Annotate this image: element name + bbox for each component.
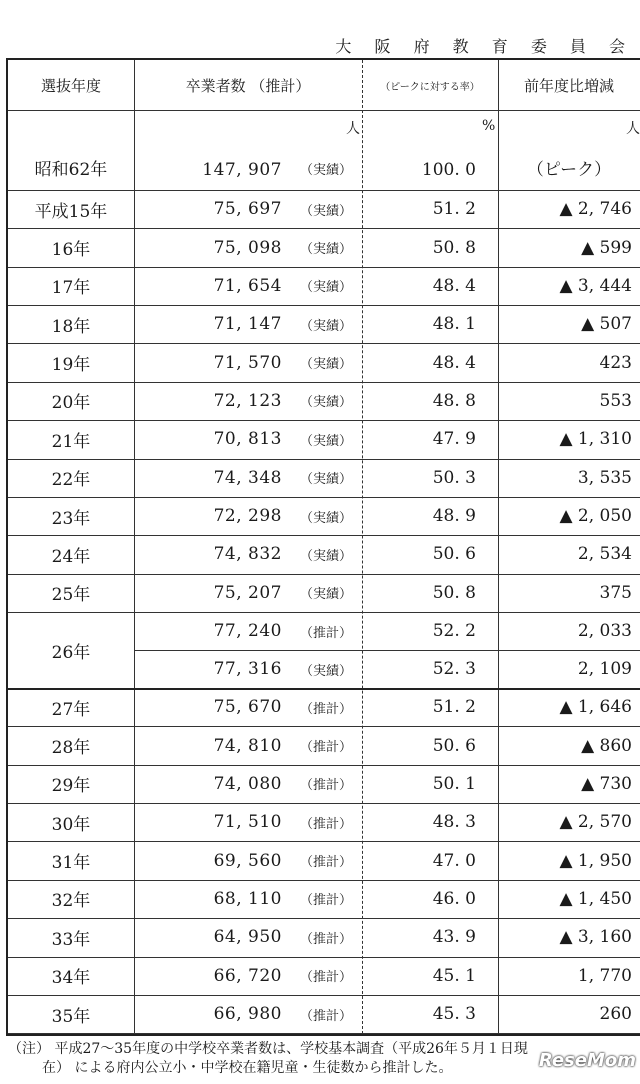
row-kind: （推計）	[299, 701, 352, 717]
row-graduates: 71, 510	[213, 812, 282, 833]
table-row	[8, 267, 640, 305]
row-kind: （推計）	[299, 816, 352, 832]
row-kind: （推計）	[299, 931, 352, 947]
organization-name: 大 阪 府 教 育 委 員 会	[335, 37, 634, 56]
row-graduates-cell	[134, 535, 362, 573]
graduates-table	[6, 58, 640, 1036]
row-rate: 48. 1	[432, 314, 476, 335]
row-graduates-cell	[134, 726, 362, 764]
row-graduates-cell	[134, 382, 362, 420]
row-diff: ▲ 1, 450	[559, 888, 632, 909]
row-kind: （実績）	[299, 510, 352, 526]
row-year: 31年	[51, 853, 91, 874]
row-rate: 43. 9	[432, 927, 476, 948]
row-26-estimate-diff: 2, 033	[577, 621, 632, 641]
row-rate: 50. 8	[432, 582, 476, 603]
row-rate: 48. 9	[432, 506, 476, 527]
row-diff: 3, 535	[577, 467, 632, 488]
peak-graduates-cell	[134, 110, 362, 190]
row-26-estimate	[8, 612, 640, 650]
row-graduates: 68, 110	[213, 888, 282, 909]
row-diff: 553	[599, 390, 632, 411]
table-row	[8, 726, 640, 764]
row-rate: 45. 1	[432, 965, 476, 986]
row-rate: 47. 0	[432, 850, 476, 871]
table-row	[8, 957, 640, 995]
row-graduates: 71, 654	[213, 275, 282, 296]
peak-kind: （実績）	[299, 163, 352, 178]
row-rate: 51. 2	[432, 697, 476, 718]
row-graduates-cell	[134, 305, 362, 343]
row-graduates: 69, 560	[213, 850, 282, 871]
table-row	[8, 880, 640, 918]
row-rate: 50. 8	[432, 237, 476, 258]
row-kind: （推計）	[299, 778, 352, 794]
row-26-actual	[8, 650, 640, 688]
row-diff: ▲ 2, 570	[559, 812, 632, 833]
row-graduates-cell	[134, 497, 362, 535]
row-diff: ▲ 3, 160	[559, 927, 632, 948]
table-row	[8, 918, 640, 956]
row-26-actual-diff: 2, 109	[577, 659, 632, 679]
table-header	[8, 60, 640, 110]
row-rate: 45. 3	[432, 1004, 476, 1025]
header-diff: 前年度比増減	[523, 76, 614, 95]
row-year: 23年	[51, 508, 91, 529]
row-graduates: 66, 720	[213, 965, 282, 986]
row-26-actual-kind: （実績）	[299, 663, 352, 679]
row-26-estimate-kind: （推計）	[299, 625, 352, 641]
row-rate: 51. 2	[432, 199, 476, 220]
peak-row	[8, 110, 640, 190]
row-rate: 48. 4	[432, 352, 476, 373]
row-year: 18年	[51, 316, 91, 337]
row-26-year: 26年	[51, 642, 91, 663]
row-year: 19年	[51, 355, 91, 376]
row-kind: （実績）	[299, 433, 352, 449]
row-rate: 50. 1	[432, 773, 476, 794]
unit-diff: 人	[626, 121, 640, 137]
row-rate: 50. 6	[432, 544, 476, 565]
row-year: 22年	[51, 470, 91, 491]
row-rate: 46. 0	[432, 888, 476, 909]
table-row	[8, 459, 640, 497]
row-diff: 375	[599, 582, 632, 603]
unit-graduates: 人	[346, 121, 360, 137]
row-kind: （実績）	[299, 318, 352, 334]
row-kind: （推計）	[299, 1008, 352, 1024]
row-diff: 1, 770	[577, 965, 632, 986]
row-26-actual-graduates: 77, 316	[213, 659, 282, 679]
row-graduates: 74, 810	[213, 735, 282, 756]
row-graduates: 75, 207	[213, 582, 282, 603]
row-year: 17年	[51, 278, 91, 299]
row-year: 平成15年	[34, 201, 108, 222]
header-rate: （ピークに対する率）	[380, 81, 480, 93]
row-year: 33年	[51, 929, 91, 950]
row-26-actual-graduates-cell	[134, 650, 362, 688]
row-graduates: 64, 950	[213, 927, 282, 948]
row-rate: 47. 9	[432, 429, 476, 450]
row-graduates-cell	[134, 267, 362, 305]
row-graduates-cell	[134, 420, 362, 458]
row-year: 24年	[51, 546, 91, 567]
row-diff: ▲ 730	[581, 773, 632, 794]
table-row	[8, 420, 640, 458]
row-rate: 48. 8	[432, 390, 476, 411]
table-row	[8, 574, 640, 612]
row-graduates: 75, 098	[213, 237, 282, 258]
row-26-estimate-graduates-cell	[134, 612, 362, 650]
table-row	[8, 803, 640, 841]
row-graduates: 70, 813	[213, 429, 282, 450]
table-row	[8, 841, 640, 879]
row-graduates: 72, 123	[213, 390, 282, 411]
row-graduates-cell	[134, 803, 362, 841]
table-row	[8, 382, 640, 420]
row-kind: （実績）	[299, 548, 352, 564]
row-diff: ▲ 860	[581, 735, 632, 756]
header-year: 選抜年度	[40, 76, 101, 95]
table-row	[8, 995, 640, 1033]
peak-rate: 100. 0	[421, 160, 476, 180]
row-diff: ▲ 1, 310	[559, 429, 632, 450]
row-graduates: 75, 670	[213, 697, 282, 718]
row-26-estimate-graduates: 77, 240	[213, 621, 282, 641]
row-graduates: 74, 080	[213, 773, 282, 794]
row-year: 28年	[51, 738, 91, 759]
row-diff: ▲ 507	[581, 314, 632, 335]
row-graduates-cell	[134, 995, 362, 1033]
table-row	[8, 497, 640, 535]
row-kind: （実績）	[299, 395, 352, 411]
row-26-actual-rate: 52. 3	[432, 659, 476, 679]
row-kind: （実績）	[299, 280, 352, 296]
row-year: 16年	[51, 240, 91, 261]
row-graduates-cell	[134, 459, 362, 497]
row-kind: （推計）	[299, 970, 352, 986]
row-graduates-cell	[134, 765, 362, 803]
table-row	[8, 688, 640, 726]
row-graduates-cell	[134, 880, 362, 918]
row-rate: 48. 4	[432, 275, 476, 296]
row-year: 34年	[51, 968, 91, 989]
row-year: 30年	[51, 814, 91, 835]
table-row	[8, 765, 640, 803]
footnote-line-2: 在） による府内公立小・中学校在籍児童・生徒数から推計した。	[42, 1060, 453, 1076]
row-year: 21年	[51, 431, 91, 452]
watermark-logo: ReseMom	[538, 1050, 636, 1071]
row-diff: 423	[599, 352, 632, 373]
row-kind: （推計）	[299, 740, 352, 756]
row-diff: ▲ 599	[581, 237, 632, 258]
table-row	[8, 343, 640, 381]
row-graduates: 74, 832	[213, 544, 282, 565]
row-kind: （実績）	[299, 203, 352, 219]
table-row	[8, 305, 640, 343]
table-row	[8, 190, 640, 228]
row-year: 27年	[51, 699, 91, 720]
row-kind: （推計）	[299, 893, 352, 909]
row-graduates-cell	[134, 918, 362, 956]
row-year: 29年	[51, 776, 91, 797]
row-graduates-cell	[134, 957, 362, 995]
table-row	[8, 228, 640, 266]
row-graduates-cell	[134, 343, 362, 381]
peak-diff: （ピーク）	[526, 160, 612, 180]
row-diff: 260	[599, 1004, 632, 1025]
row-graduates-cell	[134, 841, 362, 879]
row-rate: 50. 6	[432, 735, 476, 756]
unit-rate: %	[482, 118, 496, 134]
row-graduates: 71, 570	[213, 352, 282, 373]
row-diff: ▲ 1, 646	[559, 697, 632, 718]
row-diff: ▲ 1, 950	[559, 850, 632, 871]
row-year: 20年	[51, 393, 91, 414]
table-row	[8, 535, 640, 573]
row-year: 32年	[51, 891, 91, 912]
row-rate: 50. 3	[432, 467, 476, 488]
row-diff: ▲ 2, 050	[559, 506, 632, 527]
row-graduates-cell	[134, 190, 362, 228]
row-kind: （実績）	[299, 357, 352, 373]
footnote-line-1: （注） 平成27～35年度の中学校卒業者数は、学校基本調査（平成26年５月１日現	[8, 1041, 528, 1057]
peak-graduates: 147, 907	[202, 160, 282, 180]
peak-year: 昭和62年	[34, 160, 108, 180]
row-graduates: 66, 980	[213, 1004, 282, 1025]
row-kind: （実績）	[299, 587, 352, 603]
row-year: 25年	[51, 585, 91, 606]
row-diff: ▲ 3, 444	[559, 275, 632, 296]
row-diff: 2, 534	[577, 544, 632, 565]
row-kind: （推計）	[299, 855, 352, 871]
row-graduates-cell	[134, 228, 362, 266]
row-year: 35年	[51, 1006, 91, 1027]
row-kind: （実績）	[299, 242, 352, 258]
row-graduates: 74, 348	[213, 467, 282, 488]
row-rate: 48. 3	[432, 812, 476, 833]
row-graduates: 75, 697	[213, 199, 282, 220]
row-graduates-cell	[134, 688, 362, 726]
row-graduates: 71, 147	[213, 314, 282, 335]
row-graduates: 72, 298	[213, 506, 282, 527]
row-26-estimate-rate: 52. 2	[432, 621, 476, 641]
row-kind: （実績）	[299, 472, 352, 488]
row-graduates-cell	[134, 574, 362, 612]
row-diff: ▲ 2, 746	[559, 199, 632, 220]
header-graduates: 卒業者数 （推計）	[185, 76, 311, 95]
